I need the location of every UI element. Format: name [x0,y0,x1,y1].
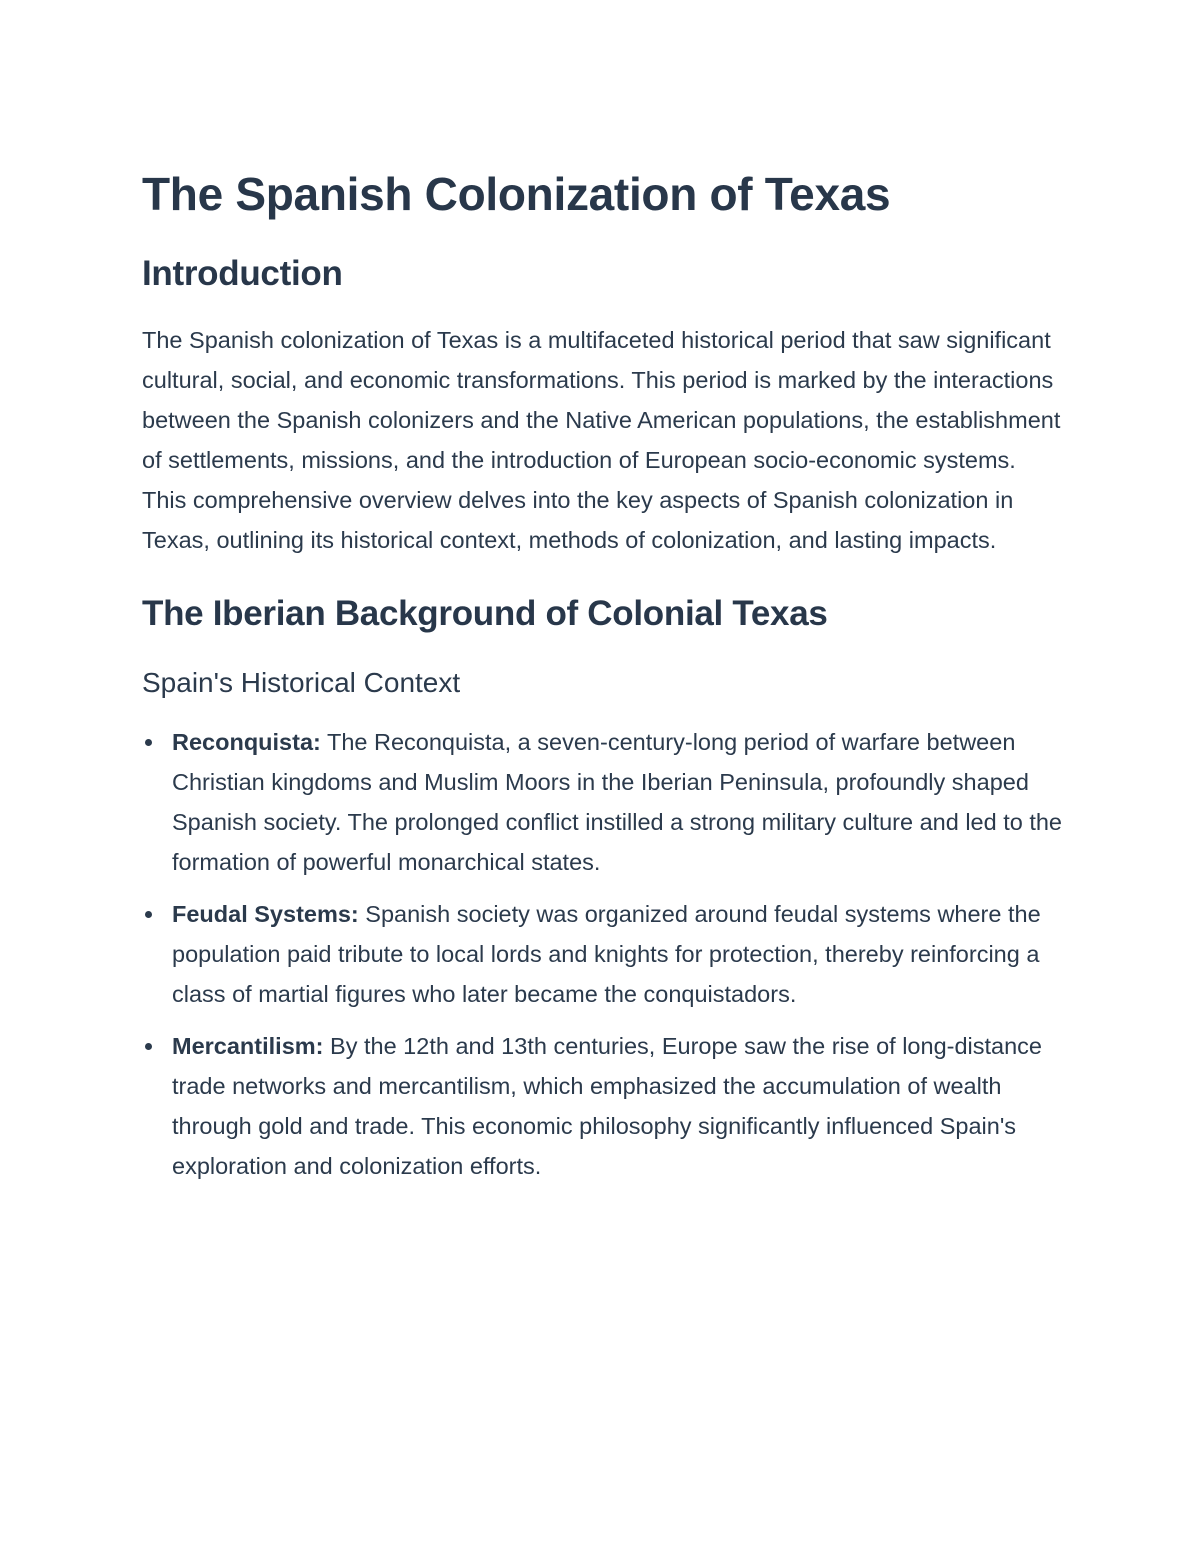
section-heading: The Iberian Background of Colonial Texas [142,594,828,633]
bullet-text: Spanish society was organized around feudal systems where the population paid tribute to local lords and knights for protection, thereby reinforcing a class of martial figures who later became the conquistadors. [172,901,1041,1007]
intro-paragraph: The Spanish colonization of Texas is a multifaceted historical period that saw significant cultural, social, and economic transformations. This period is marked by the interactions between the Spanish colonizers and the Native American populations, the establishment of settlements, missions, and the introduction of European socio-economic systems. This comprehensive overview delves into the key aspects of Spanish colonization in Texas, outlining its historical context, methods of colonization, and lasting impacts. [142,327,1061,553]
context-bullet-list [142,722,1062,1186]
bullet-feudal-systems [142,894,1062,1014]
intro-heading: Introduction [142,254,343,293]
bullet-text: The Reconquista, a seven-century-long period of warfare between Christian kingdoms and Muslim Moors in the Iberian Peninsula, profoundly shaped Spanish society. The prolonged conflict instilled a strong military culture and led to the formation of powerful monarchical states. [172,729,1063,875]
bullet-reconquista [142,722,1062,882]
document-page [142,162,1062,1198]
document-title: The Spanish Colonization of Texas [142,168,891,220]
bullet-term: Feudal Systems: [172,901,359,927]
subsection-heading: Spain's Historical Context [142,667,461,698]
bullet-dot-icon [145,1043,152,1050]
bullet-mercantilism [142,1026,1062,1186]
bullet-text: By the 12th and 13th centuries, Europe saw the rise of long-distance trade networks and mercantilism, which emphasized the accumulation of wealth through gold and trade. This economic philosophy significantly influenced Spain's exploration and colonization efforts. [172,1033,1042,1179]
bullet-dot-icon [145,739,152,746]
bullet-dot-icon [145,911,152,918]
bullet-term: Reconquista: [172,729,321,755]
bullet-term: Mercantilism: [172,1033,324,1059]
